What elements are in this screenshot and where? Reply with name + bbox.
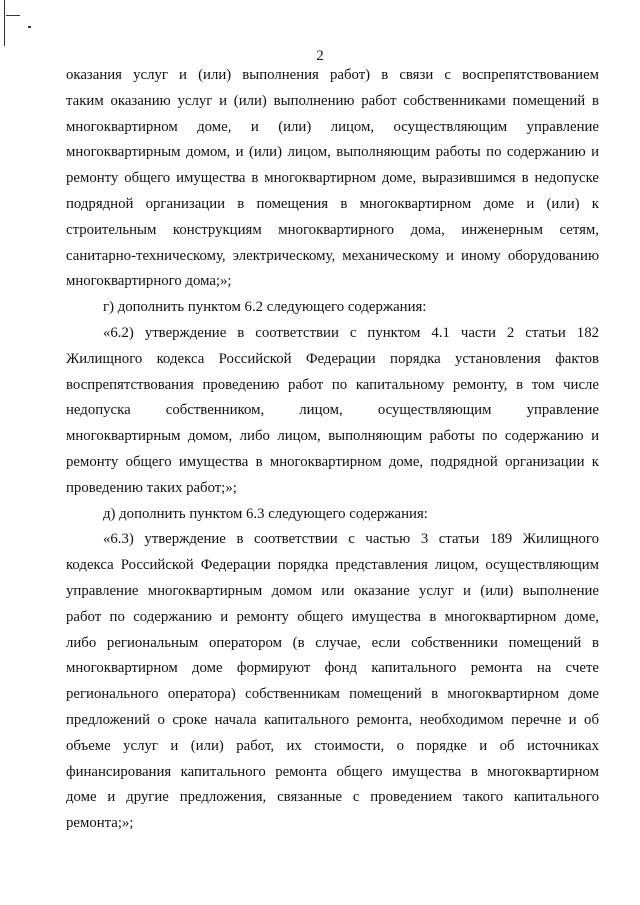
text-line: таким оказанию услуг и (или) выполнению работ собственниками помещений в bbox=[66, 92, 599, 109]
text-line: г) дополнить пунктом 6.2 следующего содержания: bbox=[103, 299, 427, 316]
text-line: финансирования капитального ремонта общего имущества в многоквартирном bbox=[66, 763, 599, 780]
text-line: ремонта;»; bbox=[66, 815, 134, 832]
scan-margin-mark bbox=[4, 0, 5, 46]
text-line: регионального оператора) собственникам помещений в многоквартирном доме bbox=[66, 686, 599, 703]
text-line: многоквартирного дома;»; bbox=[66, 273, 232, 290]
text-line: объеме услуг и (или) работ, их стоимости, о порядке и об источниках bbox=[66, 737, 599, 754]
text-line: многоквартирным домом, и (или) лицом, выполняющим работы по содержанию и bbox=[66, 144, 599, 161]
text-line: проведению таких работ;»; bbox=[66, 479, 237, 496]
text-line: воспрепятствования проведению работ по капитальному ремонту, в том числе bbox=[66, 376, 599, 393]
text-line: ремонту общего имущества в многоквартирном доме, выразившимся в недопуске bbox=[66, 170, 599, 187]
scan-dust-mark bbox=[28, 26, 31, 28]
text-line: ремонту общего имущества в многоквартирном доме, подрядной организации к bbox=[66, 453, 599, 470]
page-number: 2 bbox=[316, 48, 324, 64]
text-line: многоквартирном доме, и (или) лицом, осуществляющим управление bbox=[66, 118, 599, 135]
text-line: «6.3) утверждение в соответствии с частью 3 статьи 189 Жилищного bbox=[103, 531, 599, 548]
text-line: предложений о сроке начала капитального ремонта, необходимом перечне и об bbox=[66, 711, 599, 728]
document-body bbox=[66, 63, 599, 837]
text-line: Жилищного кодекса Российской Федерации порядка установления фактов bbox=[66, 350, 599, 367]
text-line: либо региональным оператором (в случае, если собственники помещений в bbox=[66, 634, 599, 651]
text-line: д) дополнить пунктом 6.3 следующего содержания: bbox=[103, 505, 428, 522]
text-line: управление многоквартирным домом или оказание услуг и (или) выполнение bbox=[66, 582, 599, 599]
text-line: кодекса Российской Федерации порядка представления лицом, осуществляющим bbox=[66, 557, 599, 574]
text-line: многоквартирным домом, либо лицом, выполняющим работы по содержанию и bbox=[66, 428, 599, 445]
text-line: работ по содержанию и ремонту общего имущества в многоквартирном доме, bbox=[66, 608, 599, 625]
text-line: санитарно-техническому, электрическому, механическому и иному оборудованию bbox=[66, 247, 599, 264]
text-line: «6.2) утверждение в соответствии с пунктом 4.1 части 2 статьи 182 bbox=[103, 324, 599, 341]
text-line: подрядной организации в помещения в многоквартирном доме и (или) к bbox=[66, 195, 599, 212]
text-line: строительным конструкциям многоквартирного дома, инженерным сетям, bbox=[66, 221, 599, 238]
text-line: многоквартирном доме формируют фонд капитального ремонта на счете bbox=[66, 660, 599, 677]
text-line: недопуска собственником, лицом, осуществляющим управление bbox=[66, 402, 599, 419]
scan-corner-mark bbox=[6, 15, 20, 16]
text-line: оказания услуг и (или) выполнения работ) в связи с воспрепятствованием bbox=[66, 67, 599, 83]
text-line: доме и другие предложения, связанные с проведением такого капитального bbox=[66, 789, 599, 806]
